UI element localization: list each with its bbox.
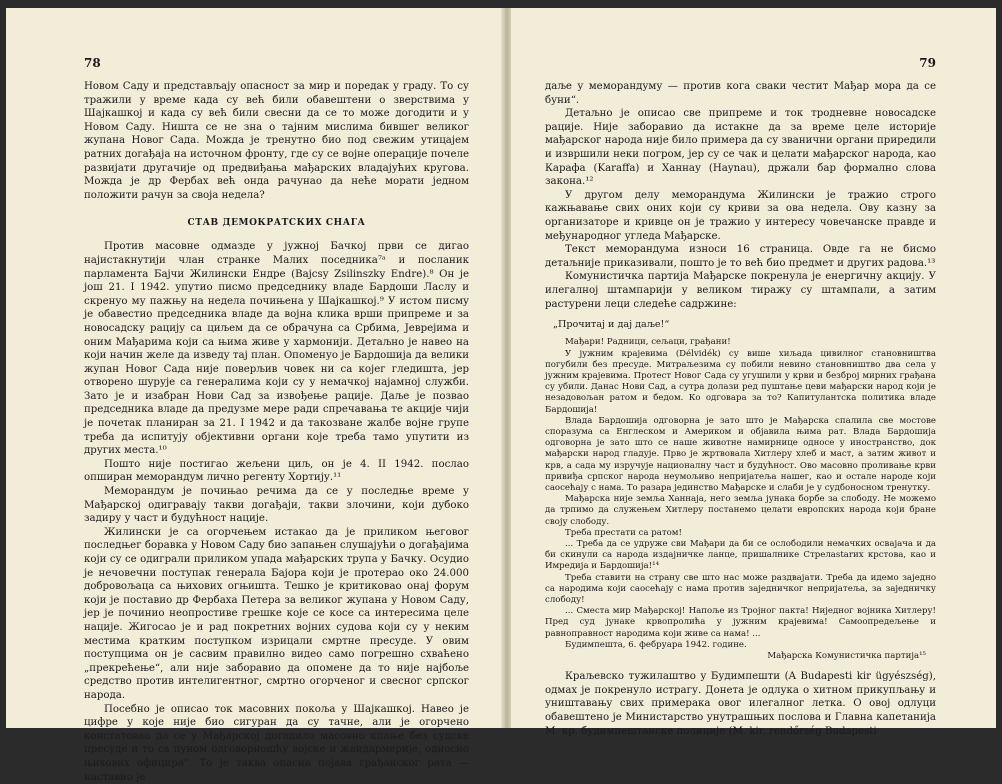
quote-line: Мађарска није земља Ханнаја, него земља јунака борбе за слободу. Не можемо да трпимо да служењем Хитлеру постанемо целати европских народа који бране своју слободу. — [545, 494, 936, 527]
quote-line: Будимпешта, 6. фебруара 1942. године. — [565, 639, 747, 650]
right-body — [545, 80, 936, 738]
leaflet-quote — [545, 319, 936, 662]
paragraph: Жилински је са огорчењем истакао да је приликом његовог последњег боравка у Новом Саду био запањен слушајући о догађајима који су се одиграли приликом упада мађарских трупа у Бачку. Осудио је нечовечни поступак генерала Бајора који је протерао око 24.000 добровољаца са њихових огњишта. Тешко је критиковао онај форум који је поставио др Фербаха Петера за великог жупана у Новом Саду, јер је починио неопростиве грешке које се косе са интересима целе нације. Жигосао је и рад покретних војних судова који су у неким местима кратким поступком изрицали смртне пресуде. У овим поступцима он је сасвим правилно видео само погрешно схваћено „прекрећење“, али није заборавио да опомене да то није најбоље средство против интелигентног, смртно огорченог и свесног српског народа. — [84, 526, 469, 701]
left-page — [6, 8, 503, 783]
quote-line: Влада Бардошија одговорна је зато што је Мађарска спалила све мостове споразума са Енглеском и Америком и објавила њима рат. Влада Бардошија одговорна је зато што се наше животне намирнице односе у иностранство, док мађарски народ гладује. Прво је жртвовала Хитлеру хлеб и маст, а затим живот и крв, а сада му изручује националну част и будућност. Ово масовно проливање крви привиђа српског народа неумољиво непријатеља нашег, као и остале народе који саосећају с нама. То разара јединство Мађарске и слаби је у судбоносном тренутку. — [545, 415, 936, 493]
paragraph: Краљевско тужилаштво у Будимпешти (A Budapesti kir ügyészség), одмах је покренуло истрагу. Донета је одлука о хитном прикупљању и уништавању свих примерака овог илегалног летка. О овој одлуци обавештено је Министарство унутрашњих послова и Главна капетанија М. кр. будимпештанске полиције (M. kir. rendőrség Budapesti — [545, 671, 936, 737]
quote-title: „Прочитај и дај даље!“ — [553, 319, 670, 331]
paragraph: Новом Саду и представљају опасност за мир и поредак у граду. То су тражили у време када су већ били обавештени о зверствима у Шајкашкој и када су већ били свесни да се то може догодити и у Новом Саду. Ништа се не зна о тајним мислима бившег великог жупана Новог Сада. Можда је тренутно био под свежим утицајем ратних догађаја на источном фронту, где су се војне операције почеле развијати другачије од предвиђања мађарских владајућих кругова. Можда је др Фербах већ онда рачунао да неће морати једном положити рачун за своја недела? — [84, 81, 469, 201]
paragraph: Комунистичка партија Мађарске покренула је енергичну акцију. У илегалној штампарији у великом тиражу су штампали, а затим растурени леци следеће садржине: — [545, 271, 936, 310]
paragraph: Меморандум је почињао речима да се у последње време у Мађарској одигравају такви догађаји, такви злочини, који дубоко задиру у част и будућност нације. — [84, 486, 469, 525]
page-number-right: 79 — [919, 56, 936, 70]
quote-line: У јужним крајевима (Délvidék) су више хиљада цивилног становништва погубили без пресуде. Митраљезима су побили невино становништво два села у јужним крајевима. Протест Новог Сада су угушили у крви и безброј мирних грађана су убили. Данас Нови Сад, а сутра долази ред пуштање цеви мађарски народ који је незадовољан ратом и бедом. Ко одговара за то? Капитулантска политика владе Бардошија! — [545, 348, 936, 415]
paragraph: даље у меморандуму — против кога сваки честит Мађар мора да се буни“. — [545, 81, 936, 106]
quote-line: Треба престати са ратом! — [565, 527, 682, 538]
page-number-left: 78 — [84, 56, 101, 70]
paragraph: У другом делу меморандума Жилински је тражио строго кажњавање свих оних који су криви за ова недела. Ову казну за организаторе и кривце он је тражио у интересу човечанске правде и међународног угледа Мађарске. — [545, 189, 936, 242]
paragraph: Пошто није постигао жељени циљ, он је 4. II 1942. послао опширан меморандум лично регенту Хортију.¹¹ — [84, 458, 469, 484]
paragraph: Текст меморандума износи 16 страница. Овде га не бисмо детаљније приказивали, пошто је то већ био предмет и других радова.¹³ — [545, 244, 936, 269]
quote-signature: Мађарска Комунистичка партија¹⁵ — [767, 650, 926, 661]
open-book — [6, 8, 996, 783]
left-body — [84, 80, 469, 784]
quote-line: ... Сместа мир Мађарској! Напоље из Тројног пакта! Ниједног војника Хитлеру! Пред суд јунаке крвопролића у јужним крајевима! Самоопредељење и равноправност народима који живе са нама! ... — [545, 606, 936, 639]
right-page — [511, 8, 996, 737]
spacer — [545, 662, 936, 670]
paragraph: Детаљно је описао све припреме и ток тродневне новосадске рације. Није заборавио да истакне да за време целе историје мађарског народа није било примера да су званични органи приредили и извршили неки погром, јер су се чак и целати мађарског народа, као Карафа (Karaffa) и Ханнау (Haynau), држали бар формално слова закона.¹² — [545, 108, 936, 188]
section-heading: СТАВ ДЕМОКРАТСКИХ СНАГА — [187, 218, 366, 229]
paragraph: Против масовне одмазде у јужној Бачкој први се дигао најистакнутији члан странке Малих поседника⁷ᵃ и посланик парламента Бајчи Жилински Ендре (Bajcsy Zsilinszky Endre).⁸ Он је још 21. I 1942. упутио писмо председнику владе Бардоши Ласлу и скренуо му пажњу на недела почињена у Шајкашкој.⁹ У истом писму је обавестио председника владе да војна клика врши припреме и за новосадску рацију са циљем да се обрачуна са Србима, Јеврејима и оним Мађарима који са њима живе у хармонији. Детаљно је навео на који начин желе да изведу тај план. Опоменуо је Бардошија да велики жупан Новог Сада није поверљив човек ни са којег гледишта, јер отворено шуруje са генералима који су у немачкој најамној служби. Зато је и изабран Нови Сад за извођење рације. Даље је позвао председника владе да предузме мере ради спречавања те акције чији је почетак планиран за 21. I 1942 и да такозване жалбе војне групе треба да испитују објективни органи које треба тамо упутити из других места.¹⁰ — [84, 241, 469, 457]
quote-line: Треба ставити на страну све што нас може раздвајати. Треба да идемо заједно са народима који саосећају с нама против заједничког непријатеља, за заједничку слободу! — [545, 572, 936, 605]
quote-line: Мађари! Радници, сељаци, грађани! — [565, 337, 731, 348]
paragraph: Посебно је описао ток масовних покоља у Шајкашкој. Навео је цифре у које није био сигуран да су тачне, али је огорчено констатовао да се у Мађарској догодило масовно клање без судске пресуде и то са пуном одговорношћу војске и жандармерије, односно њихових официра“. То је таква опасна појава грађанског рата — наставио је — [84, 703, 469, 783]
quote-line: ... Треба да се удруже сви Мађари да би се ослободили немачких освајача и да би скинули са народа издајничке ланце, пришалнике Стрелаstarих крстова, као и Имредија и Бардошија!¹⁴ — [545, 538, 936, 572]
